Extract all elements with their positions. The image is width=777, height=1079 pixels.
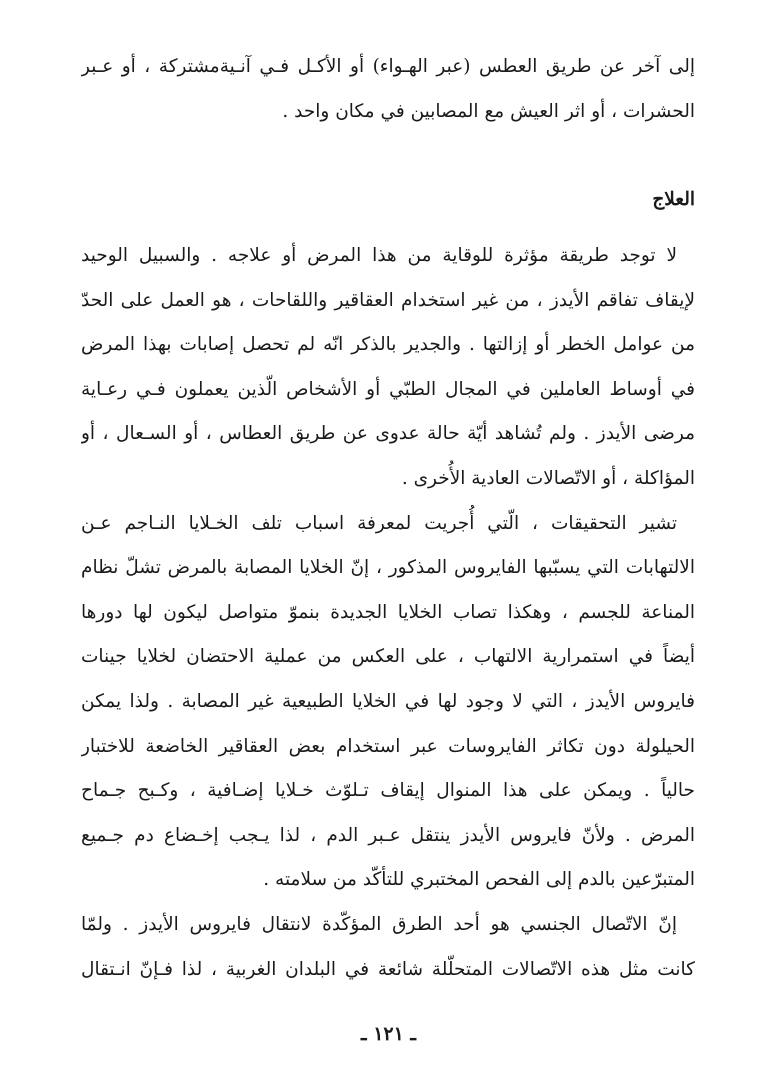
text-line: فايروس الأيدز ، التي لا وجود لها في الخلايا الطبيعية غير المصابة . ولذا يمكن <box>81 690 695 712</box>
text-line: من عوامل الخطر أو إزالتها . والجدير بالذكر انّه لم تحصل إصابات بهذا المرض <box>81 334 695 356</box>
text-line: لإيقاف تفاقم الأيدز ، من غير استخدام العقاقير واللقاحات ، هو العمل على الحدّ <box>81 289 695 311</box>
text-line: حالياً . ويمكن على هذا المنوال إيقاف تـلوّث خـلايا إضـافية ، وكـبح جـماح <box>81 780 695 802</box>
text-line: كانت مثل هذه الاتّصالات المتحلّلة شائعة في البلدان الغربية ، لذا فـإنّ انـتقال <box>81 958 695 980</box>
main-text <box>81 234 695 992</box>
text-line: لا توجد طريقة مؤثرة للوقاية من هذا المرض أو علاجه . والسبيل الوحيد <box>81 245 677 266</box>
text-line: تشير التحقيقات ، الّتي أُجريت لمعرفة اسباب تلف الخـلايا النـاجم عـن <box>81 512 677 534</box>
text-line: المناعة للجسم ، وهكذا تصاب الخلايا الجديدة بنموّ متواصل ليكون لها دورها <box>81 601 695 623</box>
text-line: الحشرات ، أو اثر العيش مع المصابين في مكان واحد . <box>282 100 695 122</box>
text-line: في أوساط العاملين في المجال الطبّي أو الأشخاص الّذين يعملون فـي رعـاية <box>81 378 695 400</box>
page-number: ـ ١٢١ ـ <box>361 1023 416 1045</box>
text-line: إلى آخر عن طريق العطس (عبر الهـواء) أو الأكـل فـي آنـيةمشتركة ، أو عـبر <box>81 56 695 77</box>
text-line: المرض . ولأنّ فايروس الأيدز ينتقل عـبر الدم ، لذا يـجب إخـضاع دم جـميع <box>81 824 695 846</box>
text-line: إنّ الاتّصال الجنسي هو أحد الطرق المؤكّدة لانتقال فايروس الأيدز . ولمّا <box>81 913 677 935</box>
text-line: المؤاكلة ، أو الاتّصالات العادية الأُخرى . <box>401 467 695 489</box>
section-heading: العلاج <box>652 189 695 210</box>
text-line: مرضى الأيدز . ولم تُشاهد أيّة حالة عدوى عن طريق العطاس ، أو السـعال ، أو <box>81 423 695 445</box>
text-line: المتبرّعين بالدم إلى الفحص المختبري للتأكّد من سلامته . <box>263 869 695 891</box>
text-line: أيضاً في استمرارية الالتهاب ، على العكس من عملية الاحتضان لخلايا جينات <box>81 646 695 668</box>
text-line: الالتهابات التي يسبّبها الفايروس المذكور ، إنّ الخلايا المصابة بالمرض تشلّ نظام <box>81 557 695 579</box>
intro-paragraph <box>81 45 695 134</box>
text-line: الحيلولة دون تكاثر الفايروسات عبر استخدام بعض العقاقير الخاضعة للاختبار <box>81 735 695 757</box>
